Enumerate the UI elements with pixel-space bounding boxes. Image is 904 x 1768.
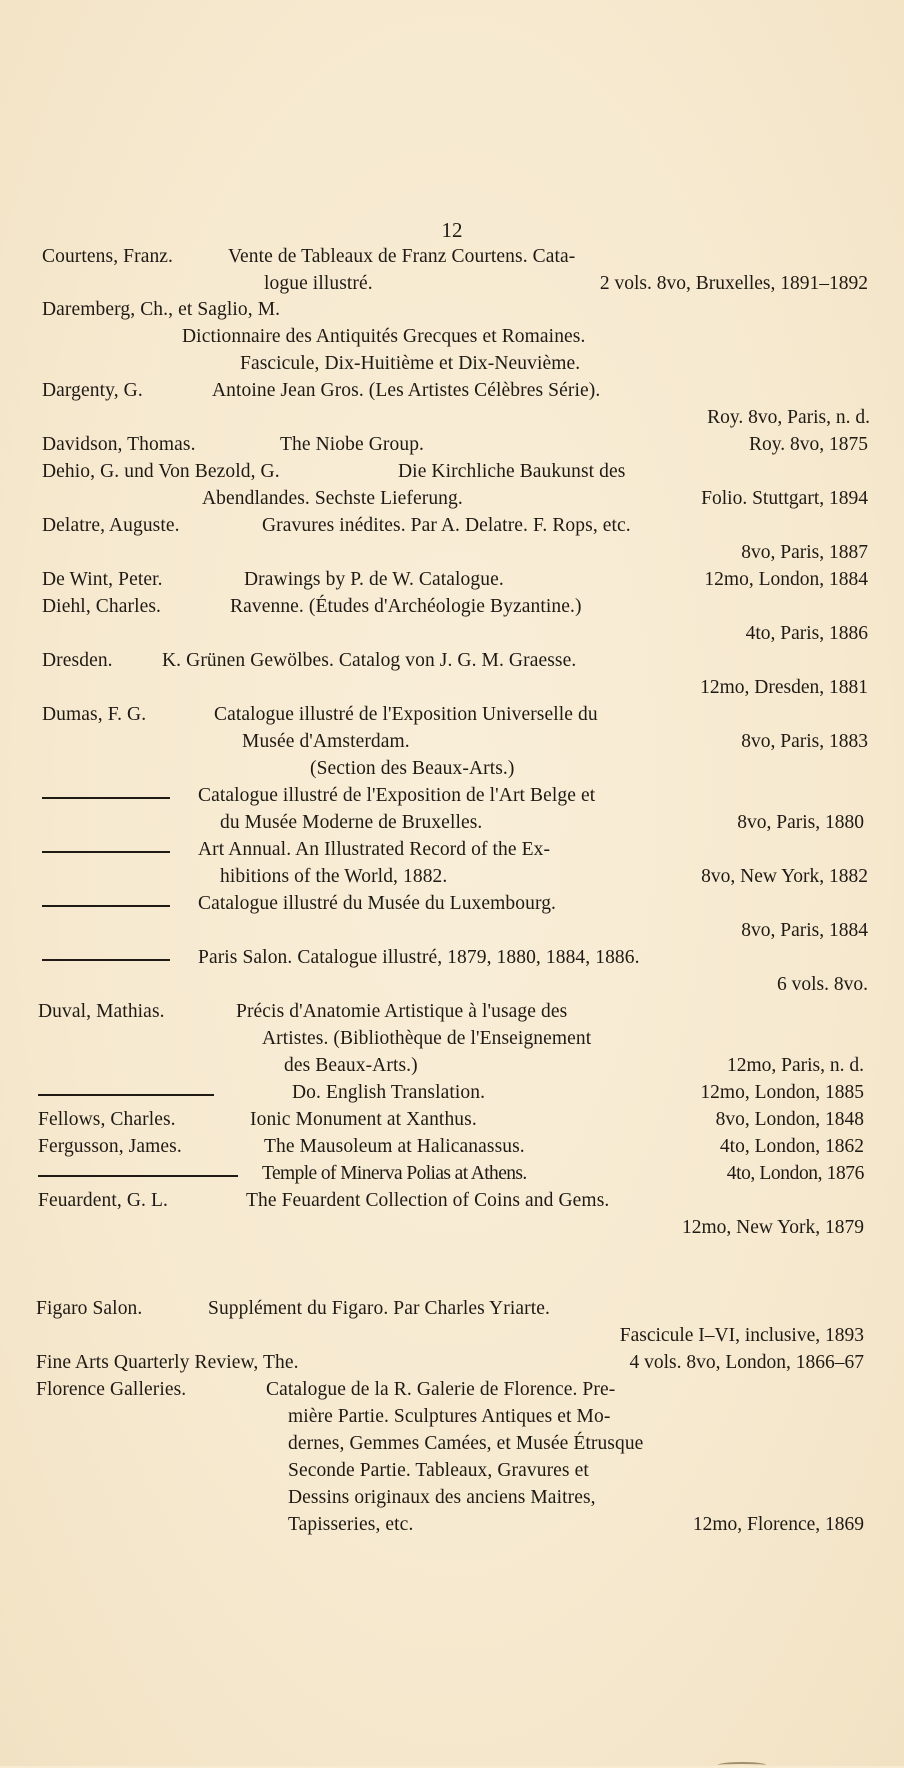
entry-title: Paris Salon. Catalogue illustré, 1879, 1880, 1884, 1886. [198,947,640,968]
entry-imprint: 8vo, London, 1848 [715,1109,864,1130]
entry-title: K. Grünen Gewölbes. Catalog von J. G. M. Graesse. [162,650,577,671]
entry-title: Tapisseries, etc. [288,1514,414,1535]
entry-title: Catalogue illustré de l'Exposition Universelle du [214,704,598,725]
entry-title: Ravenne. (Études d'Archéologie Byzantine.) [230,596,582,617]
entry-title: Do. English Translation. [292,1082,486,1103]
entry-title: Seconde Partie. Tableaux, Gravures et [288,1460,589,1481]
entry-title: The Mausoleum at Halicanassus. [264,1136,525,1157]
ditto-dash [42,851,170,853]
entry-title: Antoine Jean Gros. (Les Artistes Célèbres Série). [212,380,601,401]
entry-author: Fellows, Charles. [38,1109,176,1130]
entry-title: mière Partie. Sculptures Antiques et Mo- [288,1406,611,1427]
entry-author: Daremberg, Ch., et Saglio, M. [42,299,281,320]
entry-author: Courtens, Franz. [42,246,174,267]
entry-imprint: Roy. 8vo, Paris, n. d. [707,407,870,428]
entry-imprint: 12mo, Florence, 1869 [692,1514,864,1535]
entry-title: Artistes. (Bibliothèque de l'Enseignement [262,1028,592,1049]
ditto-dash [38,1094,214,1096]
entry-author: Florence Galleries. [36,1379,187,1400]
entry-title: Dessins originaux des anciens Maitres, [288,1487,596,1508]
entry-imprint: 8vo, Paris, 1880 [737,812,864,833]
entry-author: Dresden. [42,650,113,671]
entry-author: Dargenty, G. [42,380,143,401]
entry-title: des Beaux-Arts.) [284,1055,418,1076]
entry-title: logue illustré. [264,273,373,294]
entry-imprint: Folio. Stuttgart, 1894 [701,488,868,509]
entry-imprint: 6 vols. 8vo. [776,974,868,995]
entry-imprint: Fascicule I–VI, inclusive, 1893 [619,1325,864,1346]
page-number: 12 [441,218,463,242]
entry-author: Figaro Salon. [36,1298,143,1319]
entry-imprint: 8vo, Paris, 1883 [741,731,868,752]
entry-title: The Feuardent Collection of Coins and Gems. [246,1190,610,1211]
entry-author: Fine Arts Quarterly Review, The. [36,1352,299,1373]
entry-title: hibitions of the World, 1882. [220,866,448,887]
entry-title: Ionic Monument at Xanthus. [250,1109,477,1130]
entry-imprint: 12mo, Dresden, 1881 [700,677,868,698]
entry-title: Fascicule, Dix-Huitième et Dix-Neuvième. [240,353,581,374]
entry-imprint: 4 vols. 8vo, London, 1866–67 [629,1352,864,1373]
entry-title: Vente de Tableaux de Franz Courtens. Cata- [228,246,576,267]
entry-author: De Wint, Peter. [42,569,163,590]
entry-title: dernes, Gemmes Camées, et Musée Étrusque [288,1433,644,1454]
page-edge-mark [718,1762,766,1768]
entry-imprint: 4to, Paris, 1886 [745,623,868,644]
entry-author: Fergusson, James. [38,1136,182,1157]
ditto-dash [42,905,170,907]
entry-imprint: 12mo, New York, 1879 [681,1217,864,1238]
entry-imprint: 2 vols. 8vo, Bruxelles, 1891–1892 [599,273,868,294]
entry-title: du Musée Moderne de Bruxelles. [220,812,483,833]
entry-imprint: 12mo, Paris, n. d. [726,1055,864,1076]
entry-author: Dehio, G. und Von Bezold, G. [42,461,280,482]
entry-imprint: 8vo, Paris, 1884 [741,920,868,941]
entry-title: Die Kirchliche Baukunst des [398,461,626,482]
entry-author: Feuardent, G. L. [38,1190,168,1211]
entry-title: The Niobe Group. [280,434,425,455]
entry-title: Catalogue de la R. Galerie de Florence. Pre- [266,1379,616,1400]
entry-note: (Section des Beaux-Arts.) [310,758,515,779]
entry-author: Delatre, Auguste. [42,515,180,536]
entry-author: Duval, Mathias. [38,1001,165,1022]
entry-author: Davidson, Thomas. [42,434,196,455]
entry-imprint: 4to, London, 1862 [719,1136,864,1157]
entry-title: Abendlandes. Sechste Lieferung. [202,488,463,509]
entry-title: Dictionnaire des Antiquités Grecques et Romaines. [182,326,586,347]
entry-title: Catalogue illustré du Musée du Luxembourg. [198,893,557,914]
entry-author: Dumas, F. G. [42,704,147,725]
entry-title: Supplément du Figaro. Par Charles Yriarte. [208,1298,550,1319]
entry-title: Drawings by P. de W. Catalogue. [244,569,504,590]
entry-author: Diehl, Charles. [42,596,162,617]
entry-imprint: 4to, London, 1876 [726,1163,864,1184]
entry-title: Gravures inédites. Par A. Delatre. F. Rops, etc. [262,515,631,536]
entry-title: Art Annual. An Illustrated Record of the Ex- [198,839,551,860]
entry-imprint: 8vo, New York, 1882 [701,866,868,887]
ditto-dash [42,797,170,799]
entry-title: Temple of Minerva Polias at Athens. [262,1163,527,1184]
ditto-dash [38,1175,238,1177]
entry-imprint: 8vo, Paris, 1887 [741,542,868,563]
entry-title: Catalogue illustré de l'Exposition de l'Art Belge et [198,785,596,806]
entry-title: Précis d'Anatomie Artistique à l'usage des [236,1001,568,1022]
entry-imprint: 12mo, London, 1884 [704,569,868,590]
entry-imprint: Roy. 8vo, 1875 [749,434,868,455]
entry-title: Musée d'Amsterdam. [242,731,410,752]
entry-imprint: 12mo, London, 1885 [700,1082,864,1103]
ditto-dash [42,959,170,961]
